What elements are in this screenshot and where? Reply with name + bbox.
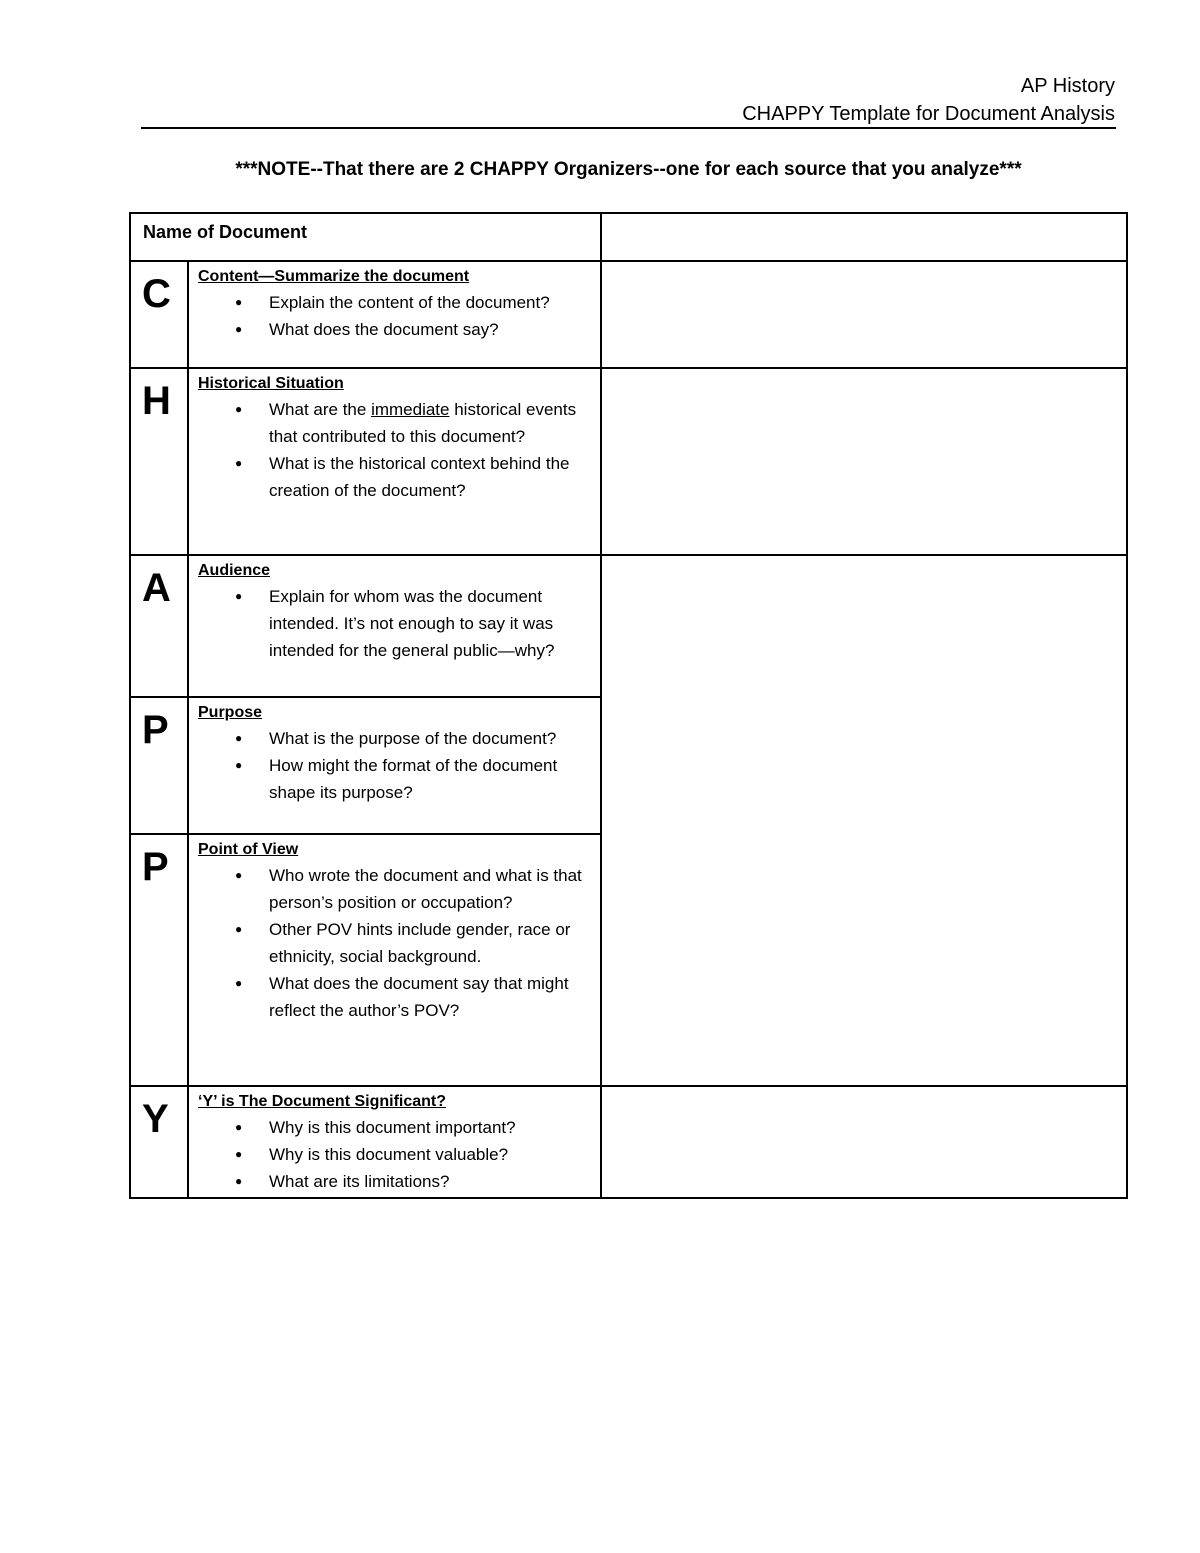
section-title-historical-situation: Historical Situation [198, 375, 344, 392]
document-title: CHAPPY Template for Document Analysis [742, 103, 1115, 125]
page-header [742, 72, 1115, 128]
course-name: AP History [1020, 75, 1115, 97]
question-item: ● Explain the content of the document? [269, 289, 594, 316]
section-title-point-of-view: Point of View [198, 841, 299, 858]
name-of-document-answer-cell[interactable] [601, 213, 1127, 261]
row-content [130, 261, 1127, 368]
letter-c: C [130, 261, 188, 368]
question-item: ● Other POV hints include gender, race or ethnicity, social background. [269, 916, 594, 970]
header-rule [141, 127, 1116, 129]
underlined-word: immediate [371, 400, 450, 419]
section-title-audience: Audience [198, 562, 271, 579]
section-title-significance: ‘Y’ is The Document Significant? [198, 1093, 447, 1110]
answer-cell-significance[interactable] [601, 1086, 1127, 1198]
letter-a: A [130, 555, 188, 697]
name-of-document-label: Name of Document [130, 213, 601, 261]
question-item: ● What is the historical context behind the creation of the document? [269, 450, 594, 504]
question-item: ● What is the purpose of the document? [269, 725, 594, 752]
prompt-significance [188, 1086, 601, 1198]
letter-p-point-of-view: P [130, 834, 188, 1086]
question-item: ● Who wrote the document and what is that person’s position or occupation? [269, 862, 594, 916]
note-text: ***NOTE--That there are 2 CHAPPY Organizers--one for each source that you analyze*** [235, 159, 1022, 180]
name-row [130, 213, 1127, 261]
prompt-historical-situation [188, 368, 601, 555]
prompt-purpose [188, 697, 601, 834]
letter-p-purpose: P [130, 697, 188, 834]
letter-y: Y [130, 1086, 188, 1198]
row-audience [130, 555, 1127, 697]
prompt-audience [188, 555, 601, 697]
question-item: ● Why is this document important? [269, 1114, 594, 1141]
question-item: ● What are its limitations? [269, 1168, 594, 1195]
question-item: ● How might the format of the document shape its purpose? [269, 752, 594, 806]
question-item: ● Why is this document valuable? [269, 1141, 594, 1168]
letter-h: H [130, 368, 188, 555]
prompt-point-of-view [188, 834, 601, 1086]
question-item: ● What are the immediate historical events that contributed to this document? [269, 396, 594, 450]
answer-cell-historical-situation[interactable] [601, 368, 1127, 555]
section-title-content: Content—Summarize the document [198, 268, 470, 285]
prompt-content [188, 261, 601, 368]
answer-cell-content[interactable] [601, 261, 1127, 368]
answer-cell-audience-purpose-pov[interactable] [601, 555, 1127, 1086]
question-item: ● What does the document say that might reflect the author’s POV? [269, 970, 594, 1024]
chappy-table [129, 212, 1128, 1199]
section-title-purpose: Purpose [198, 704, 263, 721]
question-item: ● What does the document say? [269, 316, 594, 343]
row-historical-situation [130, 368, 1127, 555]
question-item: ● Explain for whom was the document intended. It’s not enough to say it was intended for the general public—why? [269, 583, 594, 664]
row-significance [130, 1086, 1127, 1198]
